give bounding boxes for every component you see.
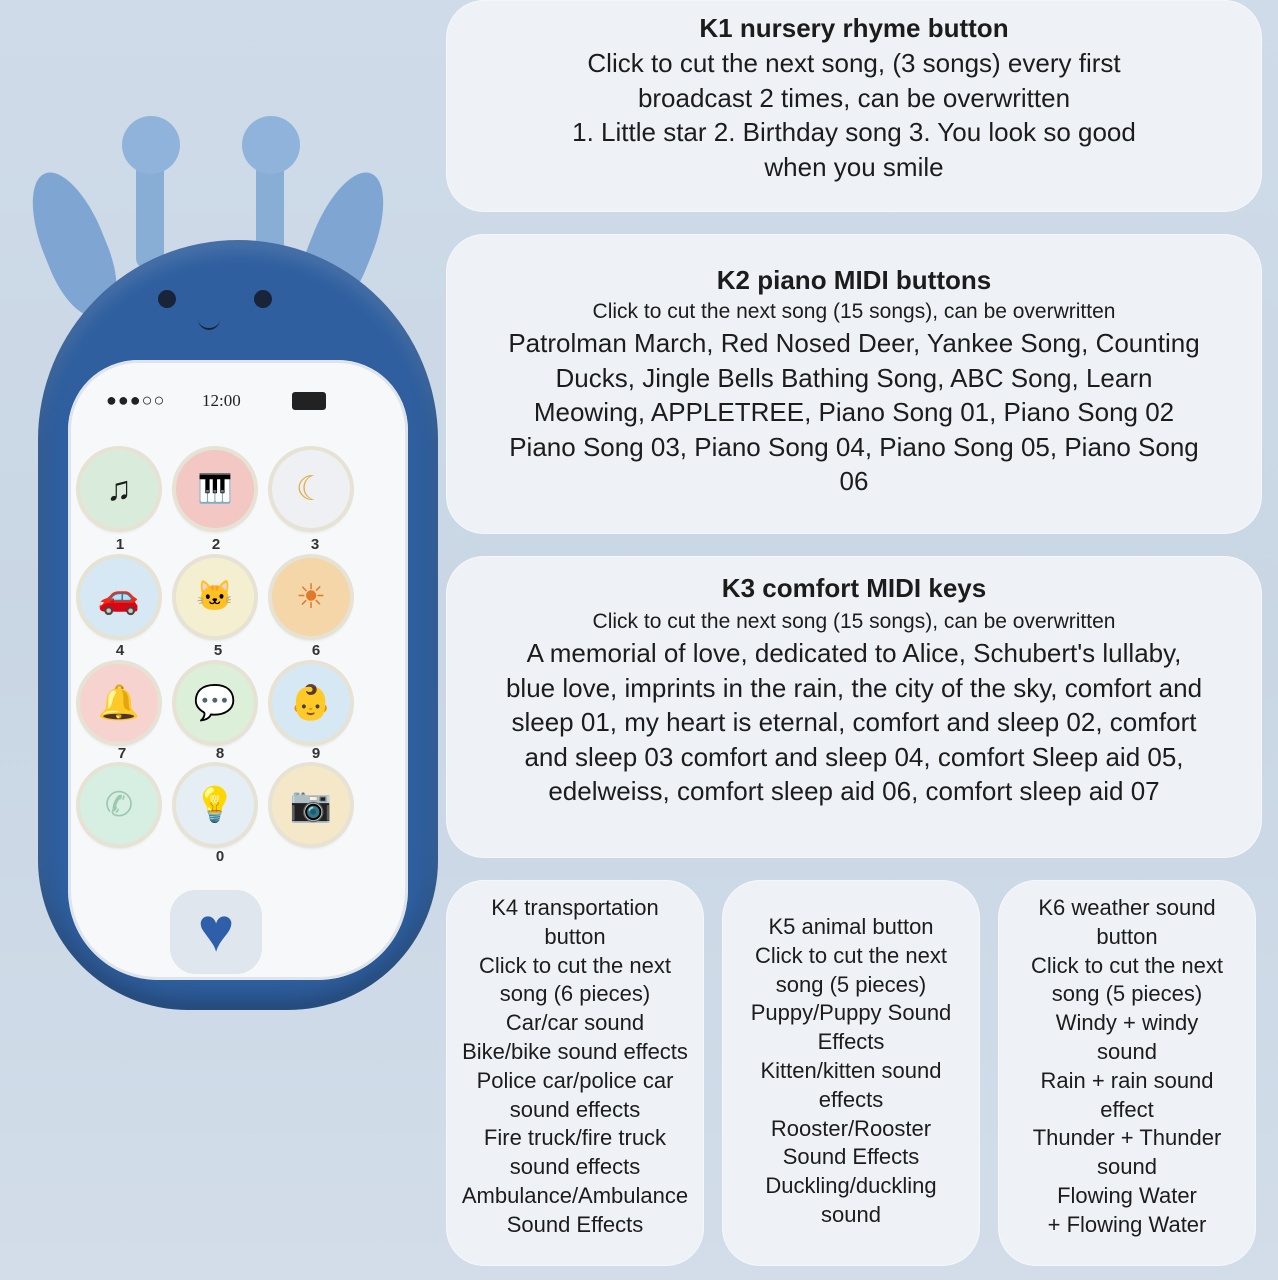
k1-title: K1 nursery rhyme button xyxy=(699,13,1009,43)
k2-line: 06 xyxy=(839,466,869,496)
key-phone[interactable] xyxy=(80,766,158,844)
k2-title: K2 piano MIDI buttons xyxy=(716,265,992,295)
k6-line: Rain + rain sound xyxy=(1040,1067,1214,1093)
k6-line: button xyxy=(1096,923,1158,949)
k4-line: Sound Effects xyxy=(506,1211,644,1237)
k3-line: blue love, imprints in the rain, the city of the sky, comfort and xyxy=(505,672,1203,703)
piano-icon: 🎹 xyxy=(197,473,233,504)
k5-line: K5 animal button xyxy=(768,914,934,939)
k4-line: Car/car sound xyxy=(505,1010,645,1036)
k3-subtitle: Click to cut the next song (15 songs), can be overwritten xyxy=(592,610,1116,633)
right-eye xyxy=(254,290,272,308)
k3-card xyxy=(446,556,1262,858)
phone-call-icon: ✆ xyxy=(104,786,134,824)
k5-line: Kitten/kitten sound xyxy=(760,1057,942,1083)
k2-line: Piano Song 03, Piano Song 04, Piano Song 05, Piano Song xyxy=(509,431,1199,462)
k1-line: Click to cut the next song, (3 songs) every first xyxy=(587,48,1121,78)
key-9-baby[interactable] xyxy=(272,664,350,742)
key-camera[interactable] xyxy=(272,766,350,844)
key-number-9: 9 xyxy=(311,745,321,762)
k4-line: song (6 pieces) xyxy=(499,981,651,1007)
k4-line: sound effects xyxy=(509,1096,641,1122)
k6-line: Thunder + Thunder xyxy=(1032,1125,1222,1151)
k5-line: Duckling/duckling xyxy=(765,1173,937,1199)
key-number-0: 0 xyxy=(215,848,225,865)
k4-line: Click to cut the next xyxy=(479,952,671,978)
chat-bubble-icon: 💬 xyxy=(193,684,237,722)
k5-card xyxy=(722,880,980,1266)
key-number-8: 8 xyxy=(215,745,225,762)
key-3-moon[interactable] xyxy=(272,450,350,528)
key-number-1: 1 xyxy=(115,536,125,553)
k6-line: Flowing Water xyxy=(1057,1182,1197,1208)
status-time: 12:00 xyxy=(202,391,241,410)
k4-line: Police car/police car xyxy=(476,1067,674,1093)
k6-line: sound xyxy=(1097,1038,1157,1064)
k6-line: song (5 pieces) xyxy=(1051,981,1203,1007)
music-notes-icon: ♫ xyxy=(106,470,132,508)
k5-line: Effects xyxy=(817,1029,885,1055)
left-antenna-ball xyxy=(122,116,180,174)
k5-line: Puppy/Puppy Sound xyxy=(750,1000,952,1026)
k6-line: Windy + windy xyxy=(1055,1010,1199,1036)
k3-line: sleep 01, my heart is eternal, comfort and sleep 02, comfort xyxy=(511,707,1197,737)
key-5-cat[interactable] xyxy=(176,558,254,636)
key-number-4: 4 xyxy=(115,642,125,659)
k6-line: Click to cut the next xyxy=(1031,952,1223,978)
cat-icon: 🐱 xyxy=(196,580,234,613)
k1-card xyxy=(446,0,1262,212)
k2-subtitle: Click to cut the next song (15 songs), can be overwritten xyxy=(592,300,1116,323)
k2-line: Patrolman March, Red Nosed Deer, Yankee Song, Counting xyxy=(508,328,1200,358)
k2-line: Meowing, APPLETREE, Piano Song 01, Piano Song 02 xyxy=(533,397,1175,427)
k5-line: sound xyxy=(821,1201,881,1227)
key-number-7: 7 xyxy=(117,745,127,762)
k2-card xyxy=(446,234,1262,534)
baby-face-icon: 👶 xyxy=(289,684,333,722)
k4-line: Ambulance/Ambulance xyxy=(461,1182,689,1208)
key-number-3: 3 xyxy=(310,536,320,553)
k6-line: + Flowing Water xyxy=(1047,1211,1207,1237)
k4-line: button xyxy=(544,923,606,949)
k1-line: when you smile xyxy=(764,151,944,182)
key-8-chat[interactable] xyxy=(176,664,254,742)
heart-icon: ♥ xyxy=(197,896,235,965)
k5-line: Sound Effects xyxy=(782,1144,920,1170)
lightbulb-icon: 💡 xyxy=(193,786,237,824)
k4-card xyxy=(446,880,704,1266)
k3-title: K3 comfort MIDI keys xyxy=(721,573,987,603)
k4-line: Bike/bike sound effects xyxy=(462,1038,688,1064)
key-number-2: 2 xyxy=(211,536,221,553)
k6-card xyxy=(998,880,1256,1266)
car-icon: 🚗 xyxy=(97,578,141,616)
k6-line: sound xyxy=(1097,1154,1157,1180)
k4-line: Fire truck/fire truck xyxy=(483,1125,667,1151)
k5-line: Rooster/Rooster xyxy=(770,1115,932,1141)
k2-line: Ducks, Jingle Bells Bathing Song, ABC Song, Learn xyxy=(555,362,1153,393)
k1-line: broadcast 2 times, can be overwritten xyxy=(637,82,1071,113)
k5-line: song (5 pieces) xyxy=(775,971,927,997)
k3-line: and sleep 03 comfort and sleep 04, comfort Sleep aid 05, xyxy=(524,741,1184,772)
k3-line: edelweiss, comfort sleep aid 06, comfort sleep aid 07 xyxy=(548,776,1160,806)
key-4-car[interactable] xyxy=(80,558,158,636)
key-number-6: 6 xyxy=(311,642,321,659)
key-6-sun[interactable] xyxy=(272,558,350,636)
key-number-5: 5 xyxy=(213,642,223,659)
key-2-piano[interactable] xyxy=(176,450,254,528)
k5-line: effects xyxy=(818,1086,884,1112)
signal-indicator: ●●●○○ xyxy=(106,390,166,410)
sun-icon: ☀ xyxy=(295,578,327,616)
right-antenna-ball xyxy=(242,116,300,174)
k4-line: sound effects xyxy=(509,1154,641,1180)
moon-icon: ☾ xyxy=(295,470,327,508)
k6-line: effect xyxy=(1100,1096,1154,1122)
key-7-bell[interactable] xyxy=(80,664,158,742)
k3-line: A memorial of love, dedicated to Alice, Schubert's lullaby, xyxy=(526,638,1182,668)
key-0-lightbulb[interactable] xyxy=(176,766,254,844)
k5-line: Click to cut the next xyxy=(755,942,947,968)
k4-line: K4 transportation xyxy=(491,895,659,920)
k1-line: 1. Little star 2. Birthday song 3. You look so good xyxy=(572,117,1136,147)
k6-line: K6 weather sound xyxy=(1038,895,1216,920)
left-eye xyxy=(158,290,176,308)
battery-icon xyxy=(292,392,326,410)
key-1-music-notes[interactable] xyxy=(80,450,158,528)
camera-icon: 📷 xyxy=(289,786,333,824)
bell-icon: 🔔 xyxy=(97,684,141,722)
